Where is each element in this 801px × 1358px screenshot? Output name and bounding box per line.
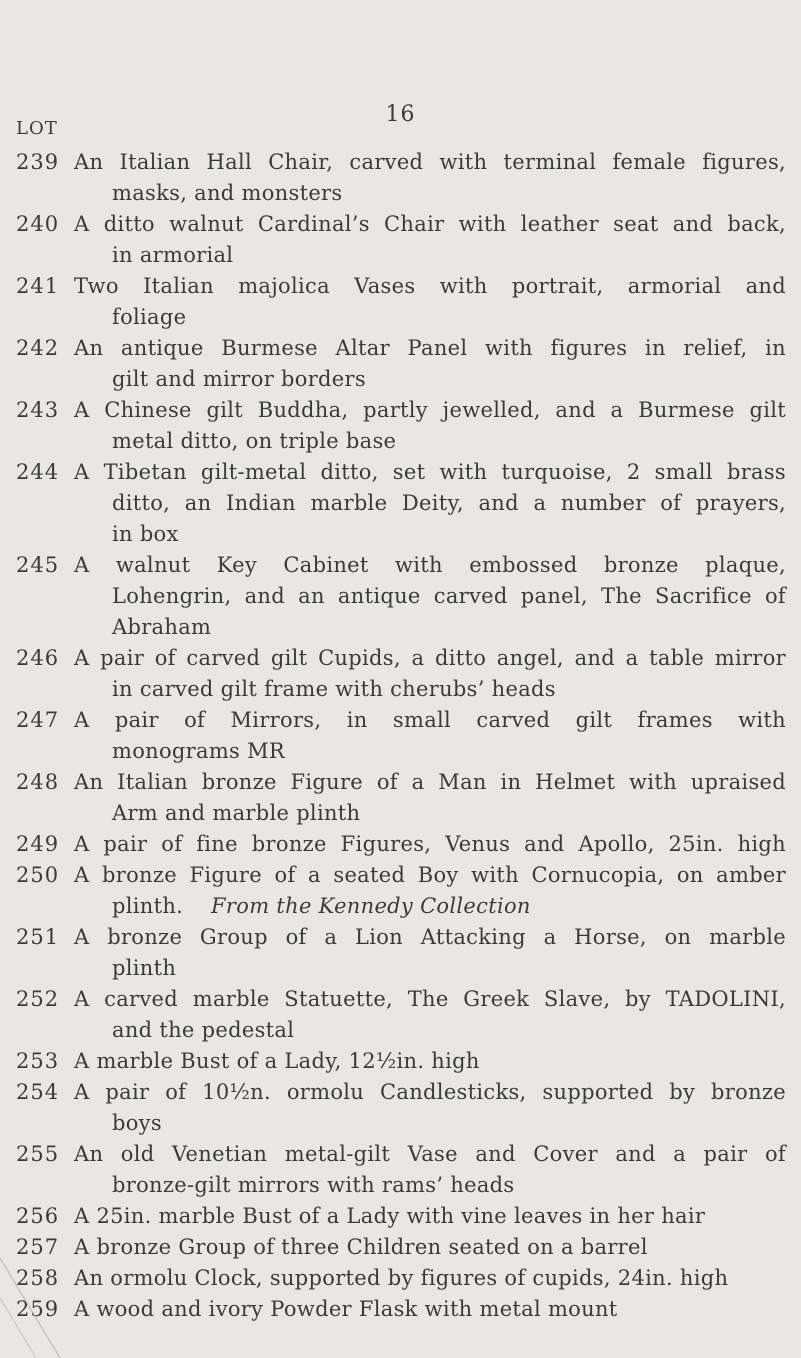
lot-description-line: monograms MR (112, 739, 286, 763)
lot-description (74, 1077, 786, 1139)
lot-number: 244 (16, 460, 60, 484)
lot-description-line: in box (112, 522, 179, 546)
lot-description-line: A walnut Key Cabinet with embossed bronze plaque, (74, 553, 786, 577)
lot-description (74, 705, 786, 767)
lot-description-line: A bronze Group of three Children seated on a barrel (74, 1235, 648, 1259)
lot-description-line: A 25in. marble Bust of a Lady with vine leaves in her hair (74, 1204, 706, 1228)
lot-description-line: A carved marble Statuette, The Greek Slave, by TADOLINI, (74, 987, 786, 1011)
lot-description (74, 395, 786, 457)
page-number: 16 (385, 102, 416, 127)
lot-description-line: A wood and ivory Powder Flask with metal mount (74, 1297, 618, 1321)
lot-description-line: A pair of Mirrors, in small carved gilt frames with (74, 708, 786, 732)
lot-description (74, 1263, 786, 1294)
lot-number: 242 (16, 336, 60, 360)
lot-description (74, 457, 786, 550)
lot-description-line: in carved gilt frame with cherubs’ heads (112, 677, 556, 701)
lot-description-line: An ormolu Clock, supported by figures of cupids, 24in. high (74, 1266, 729, 1290)
lot-number: 241 (16, 274, 60, 298)
lot-description-line: plinth (112, 956, 177, 980)
lot-description-line: ditto, an Indian marble Deity, and a number of prayers, (112, 491, 786, 515)
lot-description (74, 1232, 786, 1263)
lot-description-line: bronze-gilt mirrors with rams’ heads (112, 1173, 515, 1197)
lot-description-line: boys (112, 1111, 162, 1135)
lot-description-line: Lohengrin, and an antique carved panel, The Sacrifice of (112, 584, 786, 608)
lot-description-line: metal ditto, on triple base (112, 429, 397, 453)
lot-description-line: An Italian Hall Chair, carved with terminal female figures, (74, 150, 786, 174)
lot-description (74, 550, 786, 643)
lot-description-line: A pair of carved gilt Cupids, a ditto angel, and a table mirror (74, 646, 786, 670)
lot-number: 245 (16, 553, 60, 577)
lot-number: 258 (16, 1266, 60, 1290)
lot-description (74, 1046, 786, 1077)
lot-description-line: A bronze Figure of a seated Boy with Cornucopia, on amber (74, 863, 786, 887)
lot-number: 243 (16, 398, 60, 422)
lot-description (74, 1294, 786, 1325)
lot-number: 250 (16, 863, 60, 887)
lot-number: 252 (16, 987, 60, 1011)
lot-description (74, 147, 786, 209)
lot-column-header: LOT (16, 118, 58, 139)
lot-description-line: A Tibetan gilt-metal ditto, set with turquoise, 2 small brass (74, 460, 786, 484)
lot-description (74, 333, 786, 395)
lot-number: 257 (16, 1235, 60, 1259)
lot-number: 254 (16, 1080, 60, 1104)
lot-number: 251 (16, 925, 60, 949)
lot-description-line: masks, and monsters (112, 181, 343, 205)
lot-description-line: gilt and mirror borders (112, 367, 366, 391)
lot-description-line: A bronze Group of a Lion Attacking a Horse, on marble (74, 925, 786, 949)
lot-description-line: A ditto walnut Cardinal’s Chair with leather seat and back, (74, 212, 786, 236)
lot-description-line: Abraham (112, 615, 212, 639)
lot-description-line: Two Italian majolica Vases with portrait, armorial and (74, 274, 786, 298)
lot-description-line: Arm and marble plinth (112, 801, 361, 825)
lot-description-line: A marble Bust of a Lady, 12½in. high (74, 1049, 480, 1073)
lot-description (74, 643, 786, 705)
lot-number: 247 (16, 708, 60, 732)
lot-number: 248 (16, 770, 60, 794)
lot-number: 239 (16, 150, 60, 174)
lot-description (74, 829, 786, 860)
lot-description-line: in armorial (112, 243, 234, 267)
plinth-text: plinth. (112, 894, 184, 918)
lot-description (74, 1201, 786, 1232)
lot-description (74, 860, 786, 922)
lot-description (74, 984, 786, 1046)
lot-description (74, 1139, 786, 1201)
lot-number: 253 (16, 1049, 60, 1073)
lot-description-line: and the pedestal (112, 1018, 295, 1042)
lot-description-line: A pair of 10½n. ormolu Candlesticks, supported by bronze (74, 1080, 786, 1104)
lot-number: 240 (16, 212, 60, 236)
lot-description-line: An antique Burmese Altar Panel with figures in relief, in (74, 336, 786, 360)
provenance-note: From the Kennedy Collection (211, 894, 531, 918)
lot-description-line: A pair of fine bronze Figures, Venus and Apollo, 25in. high (74, 832, 786, 856)
lot-description-line: foliage (112, 305, 187, 329)
lot-description (74, 922, 786, 984)
lot-description (74, 271, 786, 333)
lot-description-line: A Chinese gilt Buddha, partly jewelled, and a Burmese gilt (74, 398, 786, 422)
lot-description-line: An Italian bronze Figure of a Man in Helmet with upraised (74, 770, 786, 794)
lot-description (74, 767, 786, 829)
lot-number: 249 (16, 832, 60, 856)
lot-number: 259 (16, 1297, 60, 1321)
lot-number: 256 (16, 1204, 60, 1228)
lot-description (74, 209, 786, 271)
lot-number: 255 (16, 1142, 60, 1166)
lot-description-line: An old Venetian metal-gilt Vase and Cover and a pair of (74, 1142, 786, 1166)
lot-number: 246 (16, 646, 60, 670)
page-corner-crease (0, 1238, 120, 1358)
lot-description-line (74, 891, 786, 922)
